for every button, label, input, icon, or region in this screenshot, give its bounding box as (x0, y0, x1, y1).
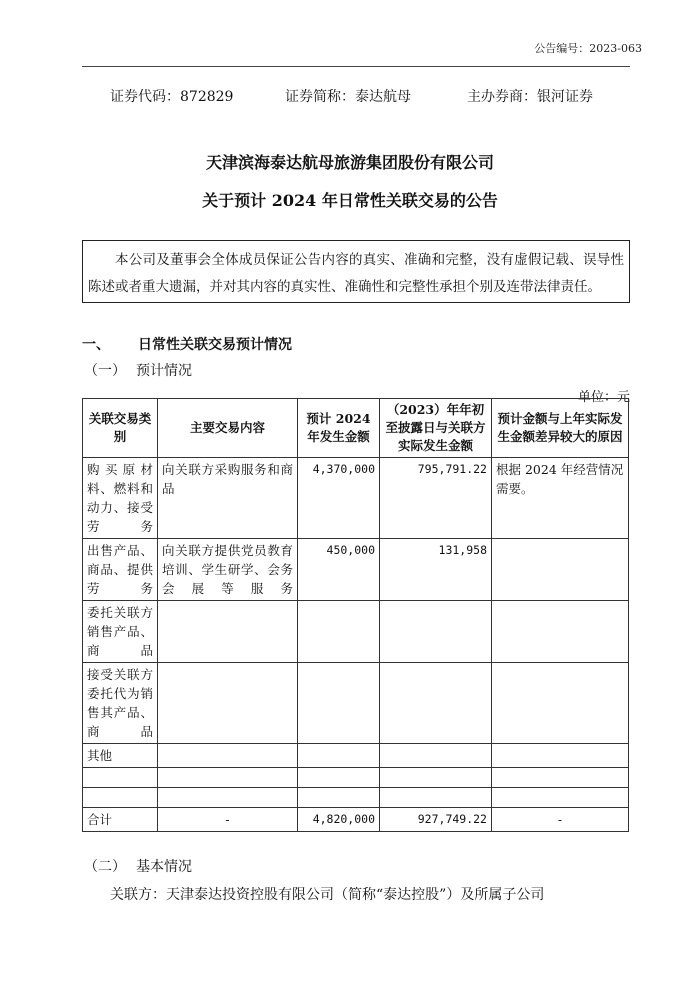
header-reason: 预计金额与上年实际发生金额差异较大的原因 (492, 399, 629, 458)
total-reason: - (492, 808, 629, 832)
row-content (158, 744, 298, 768)
header-divider (82, 66, 630, 67)
row-reason (492, 539, 629, 601)
row-actual (380, 744, 492, 768)
table-row (83, 663, 629, 744)
table-row-empty (83, 788, 629, 808)
subsection-1-title: 预计情况 (136, 363, 192, 379)
security-abbr: 证券简称：泰达航母 (285, 89, 411, 105)
header-content: 主要交易内容 (158, 399, 298, 458)
unit-label: 单位：元 (577, 390, 630, 405)
table-row-empty (83, 768, 629, 788)
empty-cell (83, 788, 158, 808)
empty-cell (380, 768, 492, 788)
announcement-number: 公告编号：2023-063 (534, 42, 642, 55)
row-category: 委托关联方销售产品、商品 (83, 601, 158, 663)
row-category: 接受关联方委托代为销售其产品、商品 (83, 663, 158, 744)
row-content (158, 663, 298, 744)
row-category: 其他 (83, 744, 158, 768)
total-forecast: 4,820,000 (298, 808, 380, 832)
row-reason (492, 663, 629, 744)
empty-cell (158, 788, 298, 808)
row-content (158, 601, 298, 663)
row-category: 购买原材料、燃料和动力、接受劳务 (83, 458, 158, 539)
table-row (83, 539, 629, 601)
subsection-2-title: 基本情况 (136, 859, 192, 875)
header-actual: （2023）年年初至披露日与关联方实际发生金额 (380, 399, 492, 458)
table-row (83, 744, 629, 768)
row-forecast (298, 744, 380, 768)
row-reason (492, 601, 629, 663)
row-reason: 根据 2024 年经营情况需要。 (492, 458, 629, 539)
table-total-row (83, 808, 629, 832)
empty-cell (83, 768, 158, 788)
related-transaction-table (82, 398, 629, 832)
row-forecast: 4,370,000 (298, 458, 380, 539)
row-category: 出售产品、商品、提供劳务 (83, 539, 158, 601)
empty-cell (298, 788, 380, 808)
row-forecast (298, 601, 380, 663)
row-reason (492, 744, 629, 768)
total-actual: 927,749.22 (380, 808, 492, 832)
board-statement: 本公司及董事会全体成员保证公告内容的真实、准确和完整，没有虚假记载、误导性陈述或者重大遗漏，并对其内容的真实性、准确性和完整性承担个别及连带法律责任。 (82, 240, 630, 303)
row-forecast: 450,000 (298, 539, 380, 601)
row-actual (380, 663, 492, 744)
row-content: 向关联方提供党员教育培训、学生研学、会务会展等服务 (158, 539, 298, 601)
empty-cell (492, 768, 629, 788)
company-title: 天津滨海泰达航母旅游集团股份有限公司 (205, 153, 494, 172)
row-forecast (298, 663, 380, 744)
table-row (83, 601, 629, 663)
empty-cell (158, 768, 298, 788)
table-header-row (83, 399, 629, 458)
empty-cell (492, 788, 629, 808)
section-1-title: 日常性关联交易预计情况 (138, 337, 292, 353)
row-content: 向关联方采购服务和商品 (158, 458, 298, 539)
announcement-title: 关于预计 2024 年日常性关联交易的公告 (202, 191, 498, 210)
row-actual (380, 601, 492, 663)
row-actual: 795,791.22 (380, 458, 492, 539)
header-forecast: 预计 2024 年发生金额 (298, 399, 380, 458)
security-code: 证券代码：872829 (110, 89, 234, 105)
section-1-number: 一、 (82, 337, 110, 353)
subsection-1-number: （一） (84, 363, 126, 379)
subsection-2-number: （二） (84, 859, 126, 875)
row-actual: 131,958 (380, 539, 492, 601)
sponsor-broker: 主办券商：银河证券 (467, 89, 593, 105)
total-content: - (158, 808, 298, 832)
header-category: 关联交易类别 (83, 399, 158, 458)
table-row (83, 458, 629, 539)
empty-cell (380, 788, 492, 808)
related-party-text: 关联方：天津泰达投资控股有限公司（简称“泰达控股”）及所属子公司 (110, 887, 545, 903)
empty-cell (298, 768, 380, 788)
total-label: 合计 (83, 808, 158, 832)
